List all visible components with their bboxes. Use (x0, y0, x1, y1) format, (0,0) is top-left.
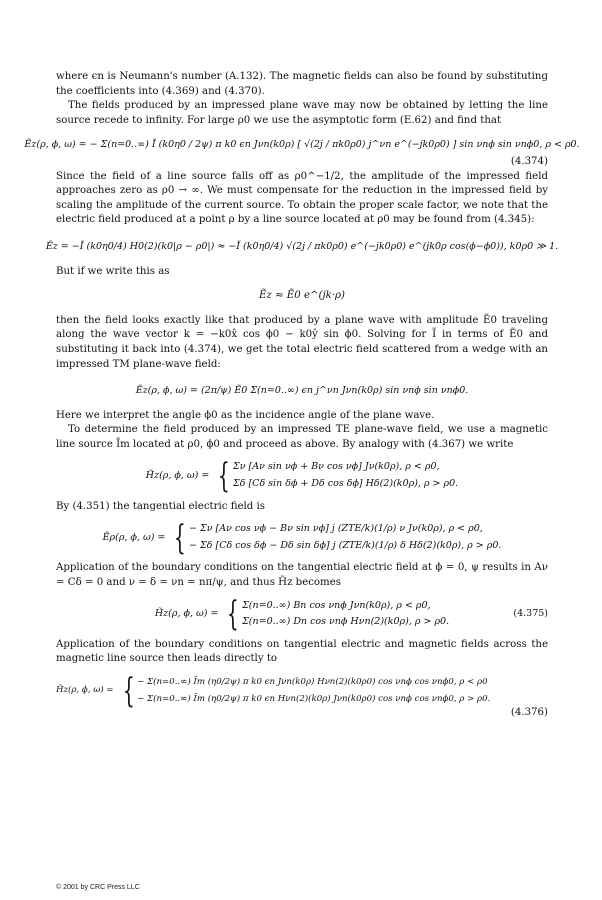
equation-e-rho-row-1: − Σν [Aν cos νϕ − Bν sin νϕ] j (ZTE/k)(1/ρ) ν Jν(k0ρ), ρ < ρ0, (189, 523, 483, 535)
left-brace-icon: { (227, 594, 240, 635)
equation-number-4-374: (4.374) (510, 155, 548, 167)
paragraph-4: But if we write this as (56, 265, 170, 277)
equation-4-376-row-2: − Σ(n=0..∞) Ĩm (η0/2ψ) π k0 ϵn Hνn(2)(k0ρ) Jνn(k0ρ0) cos νnϕ cos νnϕ0, ρ > ρ0. (137, 693, 491, 704)
equation-4-375-row-2: Σ(n=0..∞) Dn cos νnϕ Hνn(2)(k0ρ), ρ > ρ0. (242, 616, 450, 628)
equation-hz-general-row-2: Σδ [Cδ sin δϕ + Dδ cos δϕ] Hδ(2)(k0ρ), ρ > ρ0. (233, 478, 459, 490)
equation-4-376 (56, 670, 548, 721)
equation-number-4-376: (4.376) (510, 707, 548, 719)
equation-e-rho-lhs: Ẽρ(ρ, ϕ, ω) = (102, 531, 166, 543)
paragraph-7: To determine the field produced by an impressed TE plane-wave field, we use a magnetic line source Ĩm located at ρ0, ϕ0 and proceed as above. By analogy with (4.367) we write (56, 424, 548, 450)
paragraph-6: Here we interpret the angle ϕ0 as the incidence angle of the plane wave. (56, 409, 435, 421)
paragraph-1: where ϵn is Neumann's number (A.132). The magnetic fields can also be found by substituting the coefficients into (4.369) and (4.370). (56, 71, 548, 97)
equation-4-375-row-1: Σ(n=0..∞) Bn cos νnϕ Jνn(k0ρ), ρ < ρ0, (242, 599, 431, 611)
equation-4-375-lhs: H̃z(ρ, ϕ, ω) = (154, 607, 219, 619)
paragraph-3: Since the field of a line source falls off as ρ0^−1/2, the amplitude of the impressed field approaches zero as ρ0 → ∞. We must compensate for the reduction in the impressed field by scaling the amplitude of the current source. To obtain the proper scale factor, we note that the electric field produced at a point ρ by a line source located at ρ0 may be found from (4.345): (56, 170, 548, 226)
equation-4-376-body (56, 670, 548, 711)
paragraph-10: Application of the boundary conditions on tangential electric and magnetic fields across the magnetic line source then leads directly to (56, 638, 548, 665)
equation-4-374-body: Ẽz(ρ, ϕ, ω) = − Σ(n=0..∞) Ĩ (k0η0 / 2ψ) π k0 ϵn Jνn(k0ρ) [ √(2j / πk0ρ0) j^νn e^(−jk0ρ0) ] sin νnϕ sin νnϕ0, ρ < ρ0. (24, 139, 580, 151)
left-brace-icon: { (122, 670, 135, 711)
equation-line-source-field: Ẽz = −Ĩ (k0η0/4) H0(2)(k0|ρ − ρ0|) ≈ −Ĩ (k0η0/4) √(2j / πk0ρ0) e^(−jk0ρ0) e^(jk0ρ cos(ϕ−ϕ0)), k0ρ0 ≫ 1. (45, 240, 559, 252)
equation-e-rho-row-2: − Σδ [Cδ cos δϕ − Dδ sin δϕ] j (ZTE/k)(1/ρ) δ Hδ(2)(k0ρ), ρ > ρ0. (189, 539, 502, 551)
equation-tm-total-field: Ẽz(ρ, ϕ, ω) = (2π/ψ) Ẽ0 Σ(n=0..∞) ϵn j^νn Jνn(k0ρ) sin νnϕ sin νnϕ0. (135, 385, 469, 397)
equation-e-rho-cases (169, 517, 502, 558)
equation-plane-wave: Ẽz ≈ Ẽ0 e^(jk·ρ) (258, 290, 346, 302)
equation-4-375-body (56, 594, 548, 635)
equation-hz-general (56, 456, 548, 497)
equation-hz-general-row-1: Σν [Aν sin νϕ + Bν cos νϕ] Jν(k0ρ), ρ < ρ0, (233, 461, 440, 473)
paragraph-2: The fields produced by an impressed plane wave may now be obtained by letting the line source recede to infinity. For large ρ0 we use the asymptotic form (E.62) and find that (56, 100, 548, 126)
left-brace-icon: { (174, 517, 187, 558)
equation-4-376-cases (118, 670, 491, 711)
equation-number-4-375: (4.375) (513, 607, 548, 619)
equation-4-375-cases (222, 594, 450, 635)
page-body (24, 70, 580, 721)
equation-e-rho (56, 517, 548, 558)
paragraph-9: Application of the boundary conditions on the tangential electric field at ϕ = 0, ψ results in Aν = Cδ = 0 and ν = δ = νn = nπ/ψ, and thus H̃z becomes (56, 562, 548, 589)
copyright-footer: © 2001 by CRC Press LLC (56, 884, 140, 891)
equation-hz-general-cases (213, 456, 459, 497)
paragraph-8: By (4.351) the tangential electric field is (56, 500, 266, 512)
equation-4-376-row-1: − Σ(n=0..∞) Ĩm (η0/2ψ) π k0 ϵn Jνn(k0ρ) Hνn(2)(k0ρ0) cos νnϕ cos νnϕ0, ρ < ρ0 (137, 677, 488, 687)
equation-4-376-lhs: H̃z(ρ, ϕ, ω) = (56, 685, 114, 696)
equation-hz-general-lhs: H̃z(ρ, ϕ, ω) = (145, 469, 210, 481)
equation-4-375 (56, 594, 548, 635)
paragraph-5: then the field looks exactly like that produced by a plane wave with amplitude Ẽ0 traveling along the wave vector k = −k0x̂ cos ϕ0 − k0ŷ sin ϕ0. Solving for Ĩ in terms of Ẽ0 and substituting it back into (4.374), we get the total electric field scattered from a wedge with an impressed TM plane-wave field: (56, 314, 548, 370)
left-brace-icon: { (218, 456, 231, 497)
equation-4-374 (24, 138, 580, 169)
